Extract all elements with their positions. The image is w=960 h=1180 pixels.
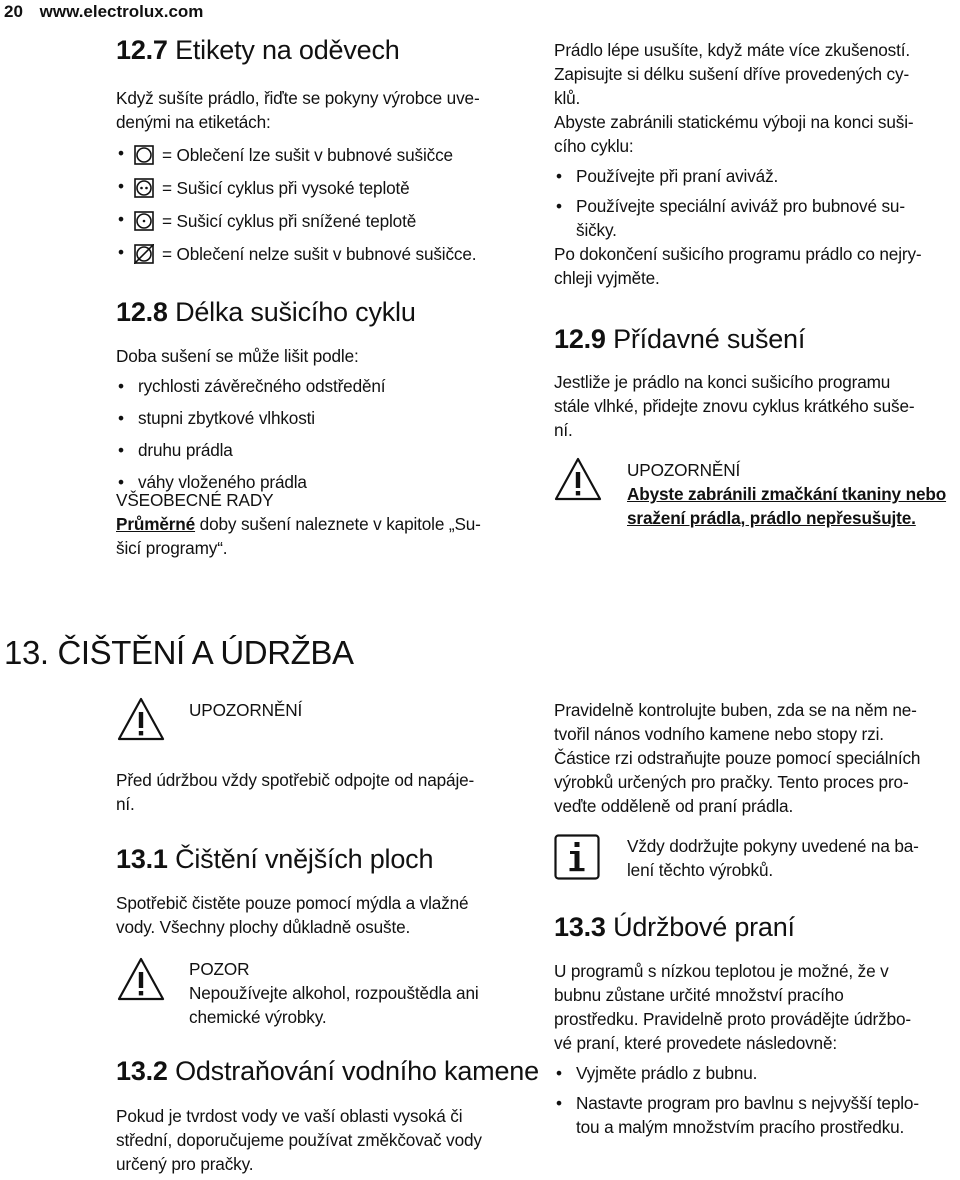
list-item: • Používejte speciální aviváž pro bubnové su- šičky. xyxy=(554,194,959,242)
list-item: • = Sušicí cyklus při vysoké teplotě xyxy=(116,175,536,208)
section-12-7-heading: 12.7 Etikety na oděvech xyxy=(116,35,400,65)
list-item: • rychlosti závěrečného odstředění xyxy=(116,374,536,398)
no-tumble-dry-icon xyxy=(134,244,154,264)
tumble-dry-high-icon xyxy=(134,178,154,198)
section-13-1-text: Spotřebič čistěte pouze pomocí mýdla a vlažné vody. Všechny plochy důkladně osušte. xyxy=(116,893,469,937)
page-header xyxy=(4,2,203,22)
warning-title: UPOZORNĚNÍ xyxy=(189,700,303,720)
warning-title: UPOZORNĚNÍ xyxy=(627,460,741,480)
drying-factors-list xyxy=(116,374,536,494)
section-12-8-heading: 12.8 Délka sušicího cyklu xyxy=(116,297,416,327)
list-item: • = Oblečení nelze sušit v bubnové sušičce. xyxy=(116,241,536,274)
section-12-7-intro: Když sušíte prádlo, řiďte se pokyny výrobce uve- denými na etiketách: xyxy=(116,88,480,132)
caution-note: POZOR Nepoužívejte alkohol, rozpouštědla ani chemické výrobky. xyxy=(189,957,529,1029)
list-item: • stupni zbytkové vlhkosti xyxy=(116,406,536,430)
list-item: • Používejte při praní aviváž. xyxy=(554,164,959,188)
section-13-3-text: U programů s nízkou teplotou je možné, že v bubnu zůstane určité množství pracího prostředku. Pravidelně proto provádějte údržbo- vé praní, které provedete následovně: • Vyjměte prádlo z bubnu. • Nastavte program pro bavlnu s nejvyšší teplo- tou a malým množstvím pracího prostředku. xyxy=(554,959,959,1139)
section-12-9-heading: 12.9 Přídavné sušení xyxy=(554,324,806,354)
section-13-2-heading: 13.2 Odstraňování vodního kamene xyxy=(116,1056,539,1086)
caution-title: POZOR xyxy=(189,959,250,979)
info-note: Vždy dodržujte pokyny uvedené na ba- lení těchto výrobků. xyxy=(627,836,919,880)
section-13-2-text: Pokud je tvrdost vody ve vaší oblasti vysoká či střední, doporučujeme používat změkčovač vody určený pro pračky. xyxy=(116,1106,482,1174)
drying-tips: Prádlo lépe usušíte, když máte více zkušeností. Zapisujte si délku sušení dříve provedených cy- klů. Abyste zabránili statickému výboji na konci suši- cího cyklu: • Používejte při praní aviváž. • Používejte speciální aviváž pro bubnové su- šičky. Po dokončení sušicího programu prádlo co nejry- chleji vyjměte. xyxy=(554,38,959,290)
warning-icon xyxy=(553,456,603,502)
warning-icon xyxy=(116,696,166,742)
section-13-heading: 13. ČIŠTĚNÍ A ÚDRŽBA xyxy=(4,634,354,671)
static-discharge-list xyxy=(554,164,959,242)
general-advice: VŠEOBECNÉ RADY Průměrné doby sušení naleznete v kapitole „Su- šicí programy“. xyxy=(116,488,536,560)
section-12-9-text: Jestliže je prádlo na konci sušicího programu stále vlhké, přidejte znovu cyklus krátkého suše- ní. xyxy=(554,372,915,440)
list-item: • = Oblečení lze sušit v bubnové sušičce xyxy=(116,142,536,175)
general-advice-title: VŠEOBECNÉ RADY xyxy=(116,490,274,510)
drum-check-text: Pravidelně kontrolujte buben, zda se na něm ne- tvořil nános vodního kamene nebo stopy rzi. Částice rzi odstraňujte pouze pomocí speciálních výrobků určených pro pračky. Tento proces pro- veďte odděleně od praní prádla. xyxy=(554,700,921,816)
warning-icon xyxy=(116,956,166,1002)
site-url[interactable]: www.electrolux.com xyxy=(39,2,204,21)
list-item: • Nastavte program pro bavlnu s nejvyšší teplo- tou a malým množstvím pracího prostředku. xyxy=(554,1091,959,1139)
list-item: • druhu prádla xyxy=(116,438,536,462)
tumble-dry-low-icon xyxy=(134,211,154,231)
unplug-warning: Před údržbou vždy spotřebič odpojte od napáje- ní. xyxy=(116,770,475,814)
list-item: • Vyjměte prádlo z bubnu. xyxy=(554,1061,959,1085)
list-item: • = Sušicí cyklus při snížené teplotě xyxy=(116,208,536,241)
maintenance-steps-list xyxy=(554,1061,959,1139)
overdry-warning: UPOZORNĚNÍ Abyste zabránili zmačkání tkaniny nebo sražení prádla, prádlo nepřesušujte. xyxy=(627,458,957,530)
section-13-1-heading: 13.1 Čištění vnějších ploch xyxy=(116,844,434,874)
tumble-dry-icon xyxy=(134,145,154,165)
list-item: • váhy vloženého prádla xyxy=(116,470,536,494)
section-13-3-heading: 13.3 Údržbové praní xyxy=(554,912,795,942)
average-label: Průměrné xyxy=(116,514,196,534)
info-icon xyxy=(554,834,600,880)
page-number: 20 xyxy=(4,2,23,21)
section-12-8-intro: Doba sušení se může lišit podle: xyxy=(116,346,359,366)
care-symbol-list xyxy=(116,142,536,274)
